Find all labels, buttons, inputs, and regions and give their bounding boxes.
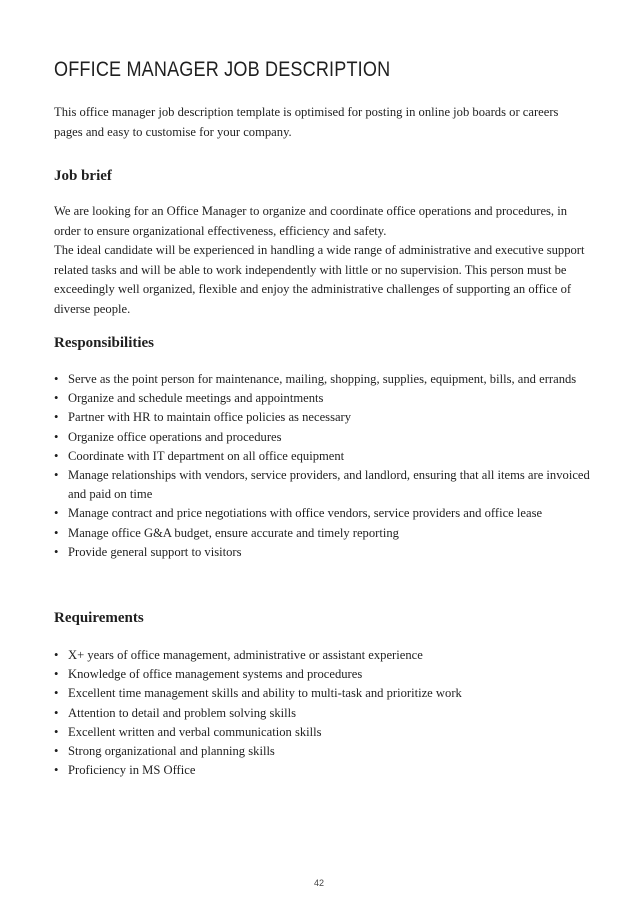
bullet: • bbox=[54, 544, 59, 559]
bullet: • bbox=[54, 372, 59, 386]
job-brief-paragraph: We are looking for an Office Manager to organize and coordinate office operations and procedures, in order to ensure organizational effectiveness, efficiency and safety. bbox=[54, 204, 568, 238]
list-item bbox=[54, 447, 594, 466]
list-item-text: Manage contract and price negotiations with office vendors, service providers and office lease bbox=[68, 506, 543, 521]
responsibilities-heading: Responsibilities bbox=[54, 335, 155, 351]
responsibilities-list bbox=[54, 370, 594, 562]
bullet: • bbox=[54, 506, 59, 521]
bullet: • bbox=[54, 763, 59, 778]
list-item-text: Partner with HR to maintain office policies as necessary bbox=[68, 410, 352, 425]
bullet: • bbox=[54, 429, 59, 444]
list-item-text: Knowledge of office management systems and procedures bbox=[68, 667, 363, 682]
requirements-heading: Requirements bbox=[54, 610, 144, 626]
bullet: • bbox=[54, 648, 59, 662]
bullet: • bbox=[54, 686, 59, 701]
list-item-text: Organize and schedule meetings and appointments bbox=[68, 391, 324, 406]
list-item bbox=[54, 543, 594, 562]
list-item-text: Excellent written and verbal communication skills bbox=[68, 724, 322, 739]
list-item bbox=[54, 723, 594, 742]
bullet: • bbox=[54, 391, 59, 406]
bullet: • bbox=[54, 468, 59, 483]
list-item bbox=[54, 408, 594, 427]
list-item bbox=[54, 466, 594, 504]
list-item bbox=[54, 428, 594, 447]
list-item-text: Strong organizational and planning skills bbox=[68, 744, 275, 759]
bullet: • bbox=[54, 705, 59, 720]
list-item-text: Coordinate with IT department on all office equipment bbox=[68, 448, 345, 463]
intro-paragraph: This office manager job description template is optimised for posting in online job boards or careers pages and easy to customise for your company. bbox=[54, 105, 559, 139]
list-item-text: Organize office operations and procedures bbox=[68, 429, 282, 444]
list-item bbox=[54, 704, 594, 723]
list-item-text: Provide general support to visitors bbox=[68, 544, 242, 559]
bullet: • bbox=[54, 525, 59, 540]
list-item bbox=[54, 684, 594, 703]
bullet: • bbox=[54, 410, 59, 425]
requirements-list bbox=[54, 646, 594, 780]
list-item bbox=[54, 370, 594, 389]
list-item bbox=[54, 761, 594, 780]
list-item bbox=[54, 524, 594, 543]
bullet: • bbox=[54, 448, 59, 463]
list-item bbox=[54, 389, 594, 408]
document-title: OFFICE MANAGER JOB DESCRIPTION bbox=[54, 58, 391, 81]
job-brief-paragraph: The ideal candidate will be experienced in handling a wide range of administrative and executive support related tasks and will be able to work independently with little or no supervision. This person must be exceedingly well organized, flexible and enjoy the administrative challenges of supporting an office of diverse people. bbox=[54, 243, 585, 316]
list-item-text: Manage office G&A budget, ensure accurate and timely reporting bbox=[68, 525, 399, 540]
list-item-text: Proficiency in MS Office bbox=[68, 763, 196, 778]
list-item bbox=[54, 646, 594, 665]
list-item bbox=[54, 665, 594, 684]
bullet: • bbox=[54, 667, 59, 682]
list-item-text: Excellent time management skills and ability to multi-task and prioritize work bbox=[68, 686, 462, 701]
list-item-text: Manage relationships with vendors, service providers, and landlord, ensuring that all items are invoiced and paid on time bbox=[68, 468, 590, 502]
page-number: 42 bbox=[313, 878, 324, 888]
bullet: • bbox=[54, 744, 59, 759]
list-item-text: Attention to detail and problem solving skills bbox=[68, 705, 297, 720]
list-item-text: Serve as the point person for maintenance, mailing, shopping, supplies, equipment, bills, and errands bbox=[68, 372, 577, 386]
list-item-text: X+ years of office management, administrative or assistant experience bbox=[68, 648, 423, 662]
bullet: • bbox=[54, 724, 59, 739]
list-item bbox=[54, 742, 594, 761]
job-brief-text bbox=[54, 202, 589, 319]
job-brief-heading: Job brief bbox=[54, 168, 112, 184]
list-item bbox=[54, 504, 594, 523]
